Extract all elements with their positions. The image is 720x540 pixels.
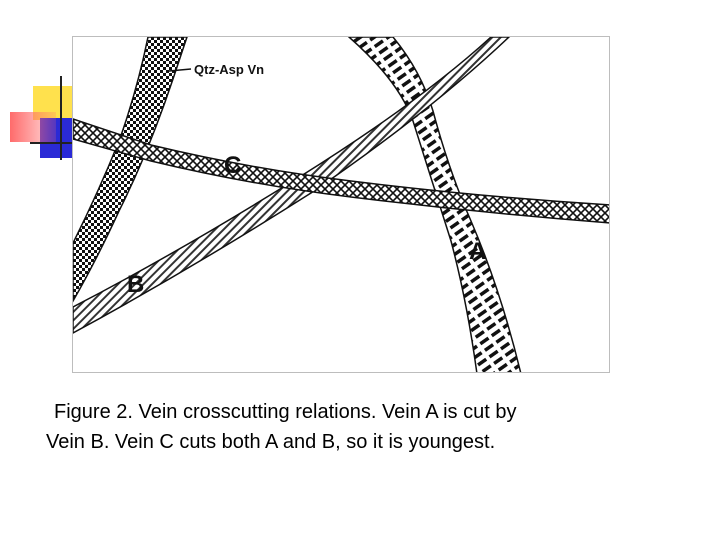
caption-line-1: Figure 2. Vein crosscutting relations. Vein A is cut by	[54, 401, 517, 423]
label-vein-b: B	[127, 271, 145, 298]
caption-line-2: Vein B. Vein C cuts both A and B, so it is youngest.	[46, 431, 496, 453]
slide-accent-decoration	[0, 0, 80, 170]
vein-diagram	[73, 37, 610, 373]
figure-caption	[46, 397, 686, 457]
label-vein-a: A	[469, 238, 487, 265]
label-qtz-asp: Qtz-Asp Vn	[194, 62, 265, 77]
vein-figure	[72, 36, 610, 373]
label-vein-c: C	[224, 152, 242, 179]
accent-red-bar	[10, 112, 56, 142]
